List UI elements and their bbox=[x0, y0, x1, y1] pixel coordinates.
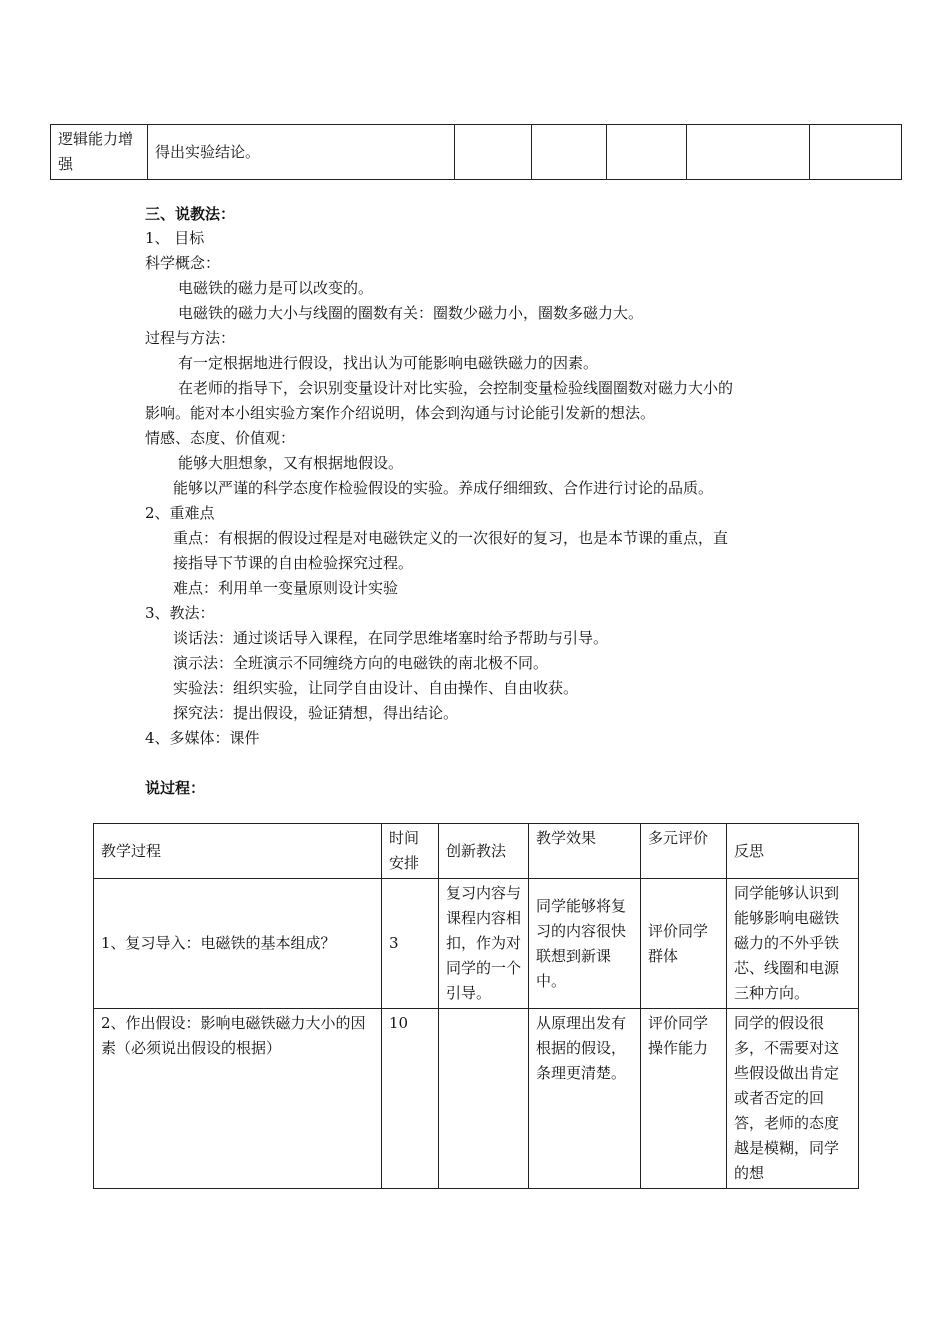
section-heading-teaching-method: 三、说教法： bbox=[145, 205, 236, 223]
table-row bbox=[51, 125, 902, 180]
table-header-row bbox=[94, 824, 859, 879]
method-4: 探究法：提出假设，验证猜想，得出结论。 bbox=[173, 704, 459, 722]
cell-time: 3 bbox=[382, 879, 439, 1009]
cell-process: 1、复习导入：电磁铁的基本组成？ bbox=[94, 879, 382, 1009]
cell-evaluation: 评价同学操作能力 bbox=[641, 1009, 727, 1189]
science-concept-heading: 科学概念： bbox=[145, 254, 221, 272]
header-evaluation: 多元评价 bbox=[641, 824, 727, 879]
cell-reflection: 同学的假设很多，不需要对这些假设做出肯定或者否定的回答，老师的态度越是模糊，同学的想 bbox=[727, 1009, 859, 1189]
header-innovation: 创新教法 bbox=[439, 824, 529, 879]
ability-label-cell: 逻辑能力增强 bbox=[51, 125, 148, 180]
media-line: 4、多媒体：课件 bbox=[145, 729, 260, 747]
cell-reflection: 同学能够认识到能够影响电磁铁磁力的不外乎铁芯、线圈和电源三种方向。 bbox=[727, 879, 859, 1009]
cell-effect: 同学能够将复习的内容很快联想到新课中。 bbox=[529, 879, 641, 1009]
cell-evaluation: 评价同学群体 bbox=[641, 879, 727, 1009]
key-points-heading: 2、重难点 bbox=[145, 504, 215, 522]
attitude-1: 能够大胆想象，又有根据地假设。 bbox=[178, 454, 404, 472]
key-point-1b: 接指导下节课的自由检验探究过程。 bbox=[173, 554, 414, 572]
ability-content-cell: 得出实验结论。 bbox=[148, 125, 455, 180]
empty-cell bbox=[810, 125, 902, 180]
header-time: 时间安排 bbox=[382, 824, 439, 879]
attitude-heading: 情感、态度、价值观： bbox=[145, 429, 296, 447]
header-reflection: 反思 bbox=[727, 824, 859, 879]
method-3: 实验法：组织实验，让同学自由设计、自由操作、自由收获。 bbox=[173, 679, 579, 697]
process-method-1: 有一定根据地进行假设，找出认为可能影响电磁铁磁力的因素。 bbox=[178, 354, 599, 372]
key-point-1a: 重点：有根据的假设过程是对电磁铁定义的一次很好的复习，也是本节课的重点，直 bbox=[173, 529, 729, 547]
empty-cell bbox=[532, 125, 607, 180]
cell-time: 10 bbox=[382, 1009, 439, 1189]
method-heading: 3、教法： bbox=[145, 604, 215, 622]
method-2: 演示法：全班演示不同缠绕方向的电磁铁的南北极不同。 bbox=[173, 654, 549, 672]
teaching-process-table bbox=[93, 823, 859, 1189]
science-concept-2: 电磁铁的磁力大小与线圈的圈数有关：圈数少磁力小，圈数多磁力大。 bbox=[178, 304, 644, 322]
process-method-heading: 过程与方法： bbox=[145, 329, 236, 347]
top-evaluation-table bbox=[50, 124, 902, 180]
method-1: 谈话法：通过谈话导入课程，在同学思维堵塞时给予帮助与引导。 bbox=[173, 629, 609, 647]
process-method-2b: 影响。能对本小组实验方案作介绍说明，体会到沟通与讨论能引发新的想法。 bbox=[145, 404, 656, 422]
header-process: 教学过程 bbox=[94, 824, 382, 879]
table-row bbox=[94, 1009, 859, 1189]
empty-cell bbox=[607, 125, 687, 180]
science-concept-1: 电磁铁的磁力是可以改变的。 bbox=[178, 279, 374, 297]
cell-process: 2、作出假设：影响电磁铁磁力大小的因素（必须说出假设的根据） bbox=[94, 1009, 382, 1189]
key-point-2: 难点：利用单一变量原则设计实验 bbox=[173, 579, 399, 597]
table-row bbox=[94, 879, 859, 1009]
attitude-2: 能够以严谨的科学态度作检验假设的实验。养成仔细细致、合作进行讨论的品质。 bbox=[173, 479, 714, 497]
empty-cell bbox=[687, 125, 810, 180]
header-effect: 教学效果 bbox=[529, 824, 641, 879]
process-section-heading: 说过程： bbox=[145, 779, 206, 797]
goal-heading: 1、 目标 bbox=[145, 229, 205, 247]
cell-innovation bbox=[439, 1009, 529, 1189]
empty-cell bbox=[455, 125, 532, 180]
cell-effect: 从原理出发有根据的假设，条理更清楚。 bbox=[529, 1009, 641, 1189]
process-method-2a: 在老师的指导下，会识别变量设计对比实验，会控制变量检验线圈圈数对磁力大小的 bbox=[178, 379, 734, 397]
cell-innovation: 复习内容与课程内容相扣，作为对同学的一个引导。 bbox=[439, 879, 529, 1009]
